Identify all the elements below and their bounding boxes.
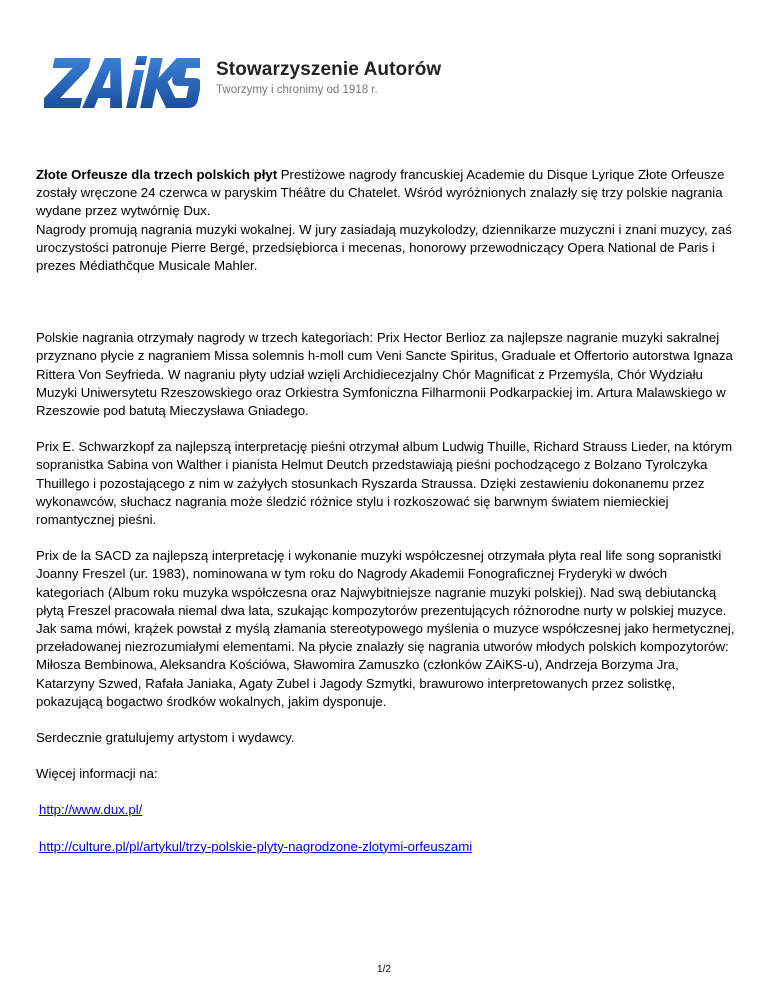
- organization-name: Stowarzyszenie Autorów: [216, 58, 442, 80]
- article-paragraph-4: Prix de la SACD za najlepszą interpretację i wykonanie muzyki współczesnej otrzymała płyta real life song sopranistki Joanny Freszel (ur. 1983), nominowana w tym roku do Nagrody Akademii Fonograficznej Fryderyki w dwóch kategoriach (Album roku muzyka współczesna oraz Najwybitniejsze nagranie muzyki polskiej). Nad swą debiutancką płytą Freszel pracowała niemal dwa lata, szukając kompozytorów prezentujących różnorodne nurty w polskiej muzyce. Jak sama mówi, krążek powstał z myślą złamania stereotypowego myślenia o muzyce współczesnej jako hermetycznej, przeładowanej niezrozumiałymi elementami. Na płycie znalazły się nagrania utworów młodych polskich kompozytorów: Miłosza Bembinowa, Aleksandra Kościówa, Sławomira Zamuszko (członków ZAiKS-u), Andrzeja Borzyma Jra, Katarzyny Szwed, Rafała Janiaka, Agaty Zubel i Jagody Szmytki, brawurowo interpretowanych przez solistkę, pokazującą bogactwo środków wokalnych, jakim dysponuje.: [36, 548, 735, 709]
- article-title: Złote Orfeusze dla trzech polskich płyt: [36, 167, 278, 182]
- page-number: 1/2: [377, 964, 391, 975]
- article-body: [36, 166, 736, 874]
- culture-link[interactable]: http://culture.pl/pl/artykul/trzy-polskie-plyty-nagrodzone-zlotymi-orfeuszami: [39, 838, 473, 854]
- article-paragraph-6: Więcej informacji na:: [36, 766, 158, 782]
- link-paragraph-1: [36, 801, 736, 819]
- article-paragraph-3: Prix E. Schwarzkopf za najlepszą interpretację pieśni otrzymał album Ludwig Thuille, Richard Strauss Lieder, na którym sopranistka Sabina von Walther i pianista Helmut Deutch przedstawiają pieśni pochodzącego z Bolzano Tyrolczyka Thuillego i pozostającego z nim w zażyłych stosunkach Ryszarda Straussa. Dzięki zestawieniu dokonanemu przez wykonawców, słuchacz nagrania może śledzić różnice stylu i rozkoszować się barwnym światem niemieckiej romantycznej pieśni.: [36, 439, 733, 528]
- organization-tagline: Tworzymy i chronimy od 1918 r.: [216, 83, 378, 96]
- brand-block: [216, 59, 441, 96]
- page-header: [44, 52, 441, 112]
- article-paragraph-5: Serdecznie gratulujemy artystom i wydawcy.: [36, 730, 295, 746]
- article-lead-text: Prestiżowe nagrody francuskiej Academie du Disque Lyrique Złote Orfeusze zostały wręczone 24 czerwca w paryskim Théâtre du Chatelet. Wśród wyróżnionych znalazły się trzy polskie nagrania wydane przez wytwórnię Dux.: [36, 167, 725, 219]
- article-paragraph-1: [36, 166, 736, 275]
- zaiks-logo: [44, 52, 200, 112]
- dux-link[interactable]: http://www.dux.pl/: [39, 802, 143, 818]
- article-paragraph-2: Polskie nagrania otrzymały nagrody w trzech kategoriach: Prix Hector Berlioz za najlepsze nagranie muzyki sakralnej przyznano płycie z nagraniem Missa solemnis h-moll cum Veni Sancte Spiritus, Graduale et Offertorio autorstwa Ignaza Rittera Von Seyfrieda. W nagraniu płyty udział wzięli Archidiecezjalny Chór Magnificat z Przemyśla, Chór Wydziału Muzyki Uniwersytetu Rzeszowskiego oraz Orkiestra Symfoniczna Filharmonii Podkarpackiej im. Artura Malawskiego w Rzeszowie pod batutą Mieczysława Gniadego.: [36, 330, 733, 419]
- article-lead-text-2: Nagrody promują nagrania muzyki wokalnej. W jury zasiadają muzykolodzy, dziennikarze muzyczni i znani muzycy, zaś uroczystości patronuje Pierre Bergé, przedsiębiorca i mecenas, honorowy przewodniczący Opera National de Paris i prezes Médiathčque Musicale Mahler.: [36, 221, 732, 274]
- link-paragraph-2: [36, 838, 736, 856]
